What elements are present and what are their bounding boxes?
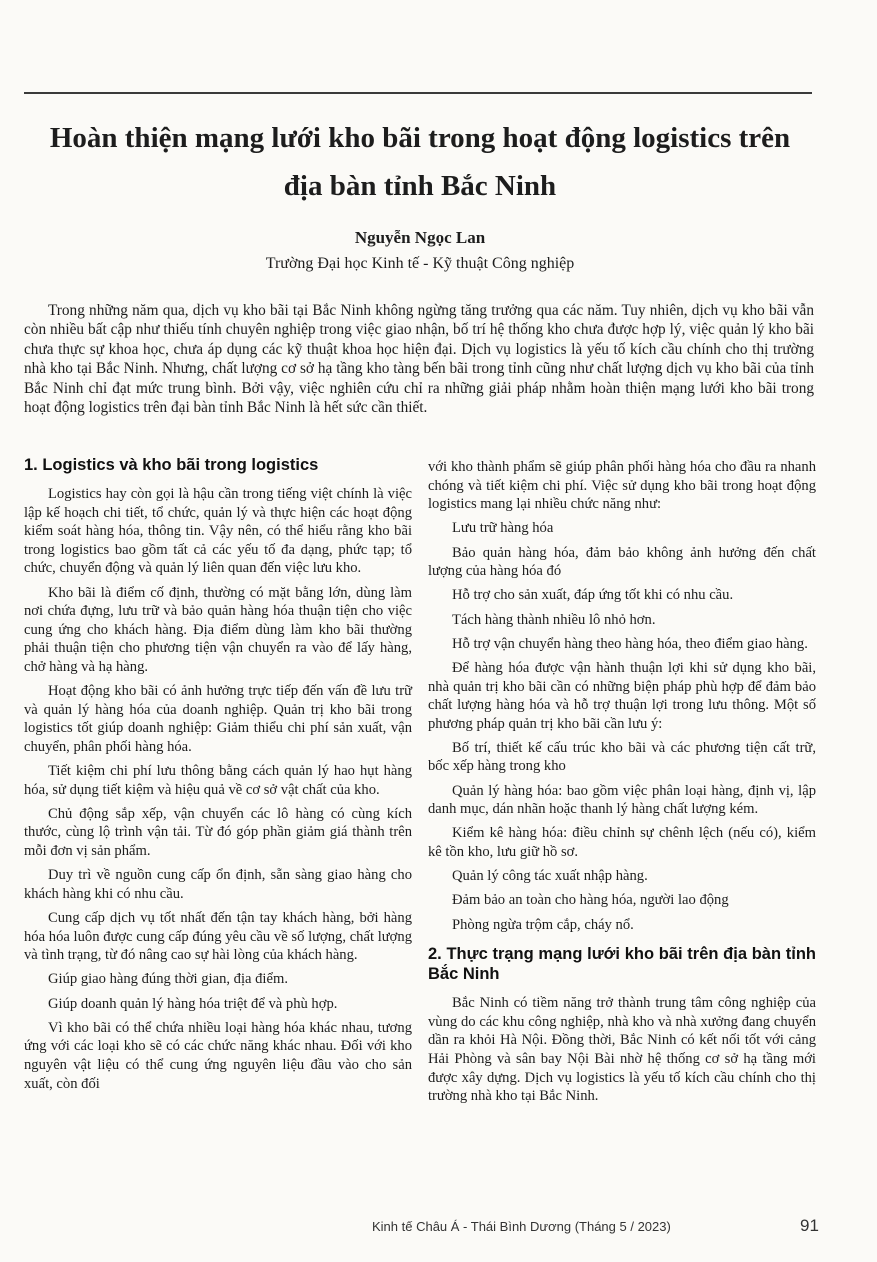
right-column [428, 458, 816, 1111]
paragraph: Chủ động sắp xếp, vận chuyển các lô hàng có cùng kích thước, cùng lộ trình vận tải. Từ đó góp phần giảm giá thành trên mỗi đơn vị sản phẩm. [24, 805, 412, 860]
page-number: 91 [800, 1216, 819, 1235]
paragraph: Để hàng hóa được vận hành thuận lợi khi sử dụng kho bãi, nhà quản trị kho bãi cần có những biện pháp phù hợp để đảm bảo chất lượng hàng hóa và hỗ trợ thuận lợi trong lưu thông. Một số phương pháp quản trị kho bãi cần lưu ý: [428, 659, 816, 732]
paragraph: Bố trí, thiết kế cấu trúc kho bãi và các phương tiện cất trữ, bốc xếp hàng trong kho [428, 739, 816, 775]
paragraph: Tách hàng thành nhiều lô nhỏ hơn. [452, 611, 656, 628]
abstract: Trong những năm qua, dịch vụ kho bãi tại Bắc Ninh không ngừng tăng trưởng qua các năm. Tuy nhiên, dịch vụ kho bãi vẫn còn nhiều bất cập như thiếu tính chuyên nghiệp trong việc giao nhận, bố trí hệ thống kho chưa được hợp lý, việc quản lý kho bãi chưa thực sự khoa học, chưa áp dụng các kỹ thuật khoa học hiện đại. Dịch vụ logistics là yếu tố kích cầu chính cho thị trường nhà kho tại Bắc Ninh. Nhưng, chất lượng cơ sở hạ tầng kho tàng bến bãi trong tỉnh cũng như chất lượng dịch vụ kho bãi của tỉnh Bắc Ninh chỉ đạt mức trung bình. Bởi vậy, việc nghiên cứu chỉ ra những giải pháp nhằm hoàn thiện mạng lưới kho bãi trong hoạt động logistics trên đại bàn tỉnh Bắc Ninh là hết sức cần thiết. [24, 302, 814, 417]
author-affiliation: Trường Đại học Kinh tế - Kỹ thuật Công nghiệp [265, 255, 575, 272]
paragraph: Kiểm kê hàng hóa: điều chỉnh sự chênh lệch (nếu có), kiểm kê tồn kho, lưu giữ hồ sơ. [428, 825, 816, 861]
paragraph: Bảo quản hàng hóa, đảm bảo không ảnh hưởng đến chất lượng của hàng hóa đó [428, 544, 816, 580]
paragraph: Lưu trữ hàng hóa [452, 520, 554, 537]
article-title: Hoàn thiện mạng lưới kho bãi trong hoạt động logistics trên địa bàn tỉnh Bắc Ninh [49, 122, 791, 202]
paragraph: Cung cấp dịch vụ tốt nhất đến tận tay khách hàng, bởi hàng hóa hóa luôn được cung cấp đúng yêu cầu về số lượng, chất lượng và tình trạng, từ đó nâng cao sự hài lòng của khách hàng. [24, 910, 412, 964]
paragraph: Giúp doanh quản lý hàng hóa triệt để và phù hợp. [48, 995, 338, 1012]
section-2-heading: 2. Thực trạng mạng lưới kho bãi trên địa bàn tỉnh Bắc Ninh [428, 945, 816, 984]
left-column [24, 455, 412, 1099]
paragraph: với kho thành phẩm sẽ giúp phân phối hàng hóa cho đầu ra nhanh chóng và tiết kiệm chi phí. Việc sử dụng kho bãi trong hoạt động logistics mang lại nhiều chức năng như: [428, 459, 816, 513]
journal-footer: Kinh tế Châu Á - Thái Bình Dương (Tháng 5 / 2023) [372, 1219, 671, 1234]
paragraph: Quản lý hàng hóa: bao gồm việc phân loại hàng, định vị, lập danh mục, dán nhãn hoặc thanh lý hàng chất lượng kém. [428, 782, 816, 818]
paragraph: Giúp giao hàng đúng thời gian, địa điểm. [48, 971, 288, 988]
paragraph: Bắc Ninh có tiềm năng trở thành trung tâm công nghiệp của vùng do các khu công nghiệp, nhà kho và nhà xưởng đang chuyển dần ra khỏi Hà Nội. Đồng thời, Bắc Ninh có kết nối tốt với cảng Hải Phòng và sân bay Nội Bài nhờ hệ thống cơ sở hạ tầng mới được xây dựng. Dịch vụ logistics là yếu tố kích cầu chính cho thị trường nhà kho tại Bắc Ninh. [428, 995, 816, 1105]
paragraph: Tiết kiệm chi phí lưu thông bằng cách quản lý hao hụt hàng hóa, sử dụng tiết kiệm và hiệu quả về cơ sở vật chất của kho. [24, 763, 412, 798]
section-1-heading: 1. Logistics và kho bãi trong logistics [24, 456, 319, 474]
paragraph: Quản lý công tác xuất nhập hàng. [452, 868, 648, 885]
author-name: Nguyễn Ngọc Lan [354, 228, 486, 247]
paragraph: Kho bãi là điểm cố định, thường có mặt bằng lớn, dùng làm nơi chứa đựng, lưu trữ và bảo quản hàng hóa thuận tiện cho việc cung ứng cho khách hàng. Địa điểm dùng làm kho bãi thường phải thuận tiện cho phương tiện vận chuyển ra vào để lấy hàng, chở hàng và hạ hàng. [24, 584, 412, 675]
header-rule [24, 92, 812, 94]
paragraph: Đảm bảo an toàn cho hàng hóa, người lao động [452, 892, 729, 909]
paragraph: Vì kho bãi có thể chứa nhiều loại hàng hóa khác nhau, tương ứng với các loại kho sẽ có các chức năng khác nhau. Đối với kho nguyên vật liệu có thể cung ứng nguyên liệu đầu vào cho sản xuất, còn đối [24, 1019, 412, 1092]
paragraph: Logistics hay còn gọi là hậu cần trong tiếng việt chính là việc lập kế hoạch chi tiết, tổ chức, quản lý và thực hiện các hoạt động kiểm soát hàng hóa, thông tin. Vậy nên, có thể hiểu rằng kho bãi trong logistics bao gồm tất cả các yếu tố đa dạng, phức tạp; tổ chức, chuyển động và quản lý liên quan đến việc lưu kho. [24, 486, 412, 577]
paragraph: Hỗ trợ vận chuyển hàng theo hàng hóa, theo điểm giao hàng. [452, 635, 808, 652]
paragraph: Hoạt động kho bãi có ảnh hưởng trực tiếp đến vấn đề lưu trữ và quản lý hàng hóa của doanh nghiệp. Quản trị kho bãi trong logistics tốt giúp doanh nghiệp: Giảm thiểu chi phí sản xuất, vận chuyển, phân phối hàng hóa. [24, 683, 412, 755]
paragraph: Duy trì về nguồn cung cấp ổn định, sẵn sàng giao hàng cho khách hàng khi có nhu cầu. [24, 867, 412, 902]
paragraph: Phòng ngừa trộm cắp, cháy nổ. [452, 916, 634, 933]
paragraph: Hỗ trợ cho sản xuất, đáp ứng tốt khi có nhu cầu. [452, 587, 734, 604]
